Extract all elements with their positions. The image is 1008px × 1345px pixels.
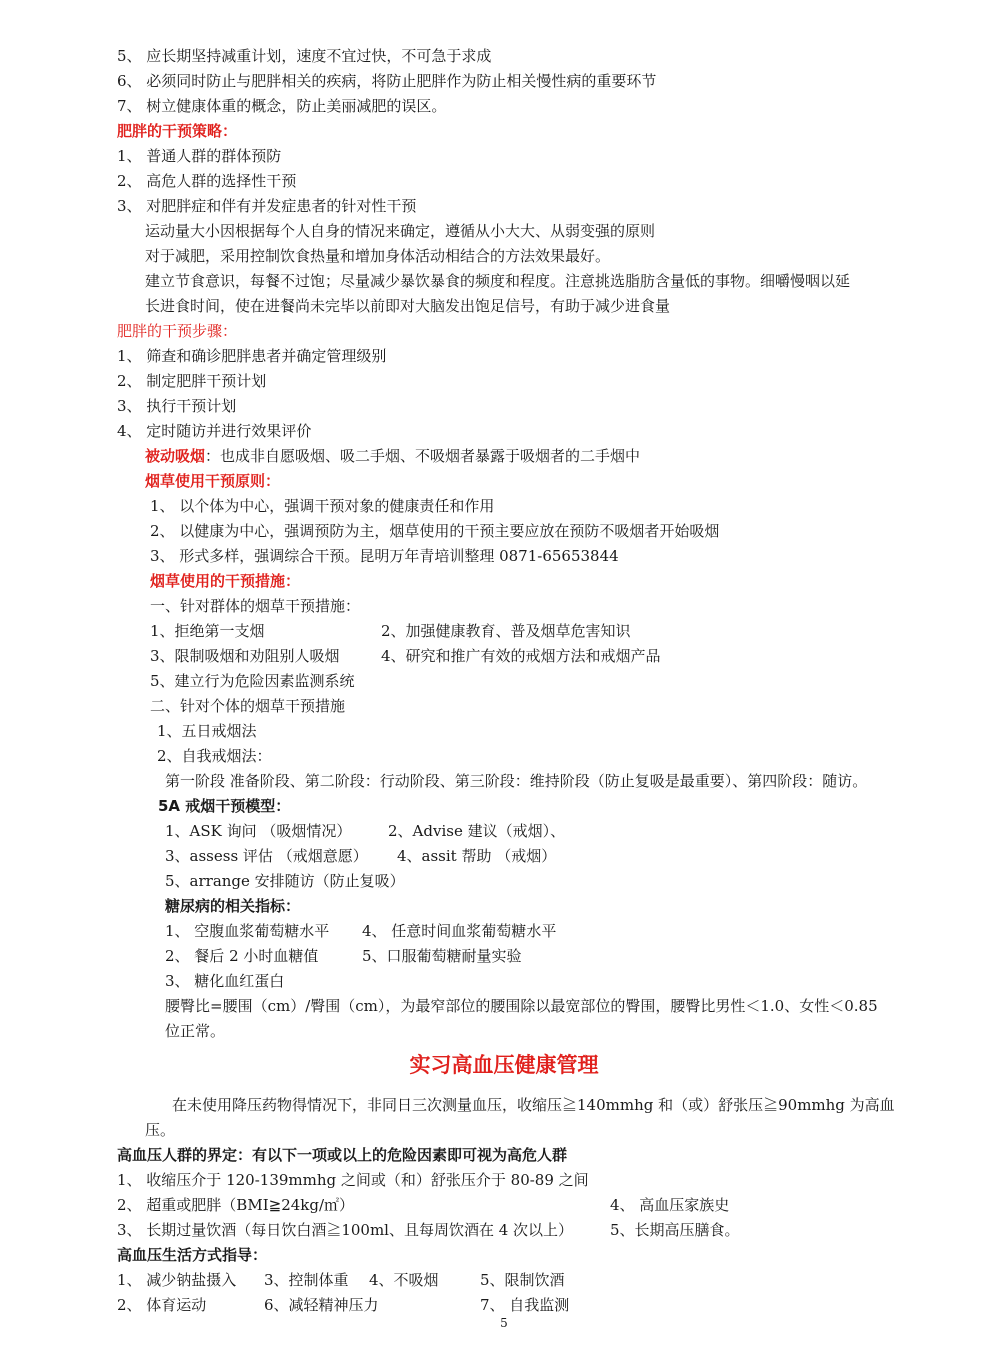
- lifestyle-item-6: 6、减轻精神压力: [264, 1296, 379, 1314]
- principle-6: 6、 必须同时防止与肥胖相关的疾病，将防止肥胖作为防止相关慢性病的重要环节: [117, 72, 657, 90]
- diabetes-index-5: 5、口服葡萄糖耐量实验: [362, 947, 522, 965]
- group-measure-5: 5、建立行为危险因素监测系统: [150, 672, 355, 690]
- diabetes-heading: 糖尿病的相关指标：: [165, 897, 301, 915]
- tobacco-principle-2: 2、 以健康为中心，强调预防为主，烟草使用的干预主要应放在预防不吸烟者开始吸烟: [150, 522, 720, 540]
- step-item-4: 4、 定时随访并进行效果评价: [117, 422, 312, 440]
- waist-hip-ratio-line-2: 位正常。: [165, 1022, 226, 1040]
- passive-smoking-line: [145, 446, 640, 466]
- hypertension-definition-line-1: 在未使用降压药物得情况下，非同日三次测量血压，收缩压≧140mmhg 和（或）舒张压≧90mmhg 为高血: [172, 1096, 895, 1114]
- page-number: 5: [500, 1316, 508, 1330]
- model-5a-ask: 1、ASK 询问 （吸烟情况）: [165, 822, 352, 840]
- passive-smoking-text: ：也成非自愿吸烟、吸二手烟、不吸烟者暴露于吸烟者的二手烟中: [205, 447, 641, 465]
- model-5a-assess: 3、assess 评估 （戒烟意愿）: [165, 847, 368, 865]
- individual-measure-1: 1、五日戒烟法: [157, 722, 257, 740]
- lifestyle-item-7: 7、 自我监测: [480, 1296, 570, 1314]
- diabetes-index-3: 3、 糖化血红蛋白: [165, 972, 285, 990]
- step-item-2: 2、 制定肥胖干预计划: [117, 372, 267, 390]
- model-5a-advise: 2、Advise 建议（戒烟）、: [388, 822, 566, 840]
- lifestyle-item-4: 4、不吸烟: [369, 1271, 439, 1289]
- group-measure-4: 4、研究和推广有效的戒烟方法和戒烟产品: [381, 647, 661, 665]
- lifestyle-heading: 高血压生活方式指导：: [117, 1246, 268, 1264]
- principle-5: 5、 应长期坚持减重计划，速度不宜过快，不可急于求成: [117, 47, 492, 65]
- diabetes-index-1: 1、 空腹血浆葡萄糖水平: [165, 922, 330, 940]
- strategy-item-3: 3、 对肥胖症和伴有并发症患者的针对性干预: [117, 197, 417, 215]
- risk-factor-1: 1、 收缩压介于 120-139mmhg 之间或（和）舒张压介于 80-89 之间: [117, 1171, 589, 1189]
- hypertension-title: 实习高血压健康管理: [409, 1053, 599, 1077]
- group-measure-3: 3、限制吸烟和劝阻别人吸烟: [150, 647, 340, 665]
- waist-hip-ratio-line-1: 腰臀比=腰围（cm）/臀围（cm），为最窄部位的腰围除以最宽部位的臀围，腰臀比男性＜1.0、女性＜0.85: [165, 997, 878, 1015]
- tobacco-measures-heading: 烟草使用的干预措施：: [150, 572, 301, 590]
- obesity-steps-heading: 肥胖的干预步骤：: [117, 322, 238, 340]
- tobacco-principle-1: 1、 以个体为中心，强调干预对象的健康责任和作用: [150, 497, 495, 515]
- individual-measures-heading: 二、针对个体的烟草干预措施: [150, 697, 346, 715]
- tobacco-principle-3: 3、 形式多样，强调综合干预。昆明万年青培训整理 0871-65653844: [150, 547, 619, 565]
- risk-group-heading: 高血压人群的界定：有以下一项或以上的危险因素即可视为高危人群: [117, 1146, 568, 1164]
- model-5a-arrange: 5、arrange 安排随访（防止复吸）: [165, 872, 405, 890]
- quit-stages: 第一阶段 准备阶段、第二阶段：行动阶段、第三阶段：维持阶段（防止复吸是最重要）、第四阶段：随访。: [165, 772, 868, 790]
- step-item-3: 3、 执行干预计划: [117, 397, 237, 415]
- group-measure-2: 2、加强健康教育、普及烟草危害知识: [381, 622, 631, 640]
- obesity-strategy-heading: 肥胖的干预策略：: [117, 122, 238, 140]
- group-measure-1: 1、拒绝第一支烟: [150, 622, 265, 640]
- principle-7: 7、 树立健康体重的概念，防止美丽减肥的误区。: [117, 97, 447, 115]
- risk-factor-2: 2、 超重或肥胖（BMI≧24kg/㎡）: [117, 1196, 355, 1214]
- lifestyle-item-2: 2、 体育运动: [117, 1296, 207, 1314]
- hypertension-definition-line-2: 压。: [145, 1121, 176, 1139]
- group-measures-heading: 一、针对群体的烟草干预措施：: [150, 597, 361, 615]
- diabetes-index-4: 4、 任意时间血浆葡萄糖水平: [362, 922, 557, 940]
- strategy-note-3: 建立节食意识，每餐不过饱；尽量减少暴饮暴食的频度和程度。注意挑选脂肪含量低的事物。细嚼慢咽以延: [145, 272, 851, 290]
- strategy-note-1: 运动量大小因根据每个人自身的情况来确定，遵循从小大大、从弱变强的原则: [145, 222, 656, 240]
- risk-factor-4: 4、 高血压家族史: [610, 1196, 730, 1214]
- strategy-item-2: 2、 高危人群的选择性干预: [117, 172, 297, 190]
- risk-factor-5: 5、长期高压膳食。: [610, 1221, 740, 1239]
- step-item-1: 1、 筛查和确诊肥胖患者并确定管理级别: [117, 347, 387, 365]
- passive-smoking-label: 被动吸烟: [145, 447, 206, 465]
- tobacco-principles-heading: 烟草使用干预原则：: [145, 472, 281, 490]
- strategy-item-1: 1、 普通人群的群体预防: [117, 147, 282, 165]
- diabetes-index-2: 2、 餐后 2 小时血糖值: [165, 947, 319, 965]
- strategy-note-2: 对于减肥，采用控制饮食热量和增加身体活动相结合的方法效果最好。: [145, 247, 611, 265]
- strategy-note-4: 长进食时间，使在进餐尚未完毕以前即对大脑发出饱足信号，有助于减少进食量: [145, 297, 671, 315]
- lifestyle-item-3: 3、控制体重: [264, 1271, 349, 1289]
- model-5a-heading: 5A 戒烟干预模型：: [158, 797, 291, 815]
- risk-factor-3: 3、 长期过量饮酒（每日饮白酒≧100ml、且每周饮酒在 4 次以上）: [117, 1221, 574, 1239]
- lifestyle-item-1: 1、 减少钠盐摄入: [117, 1271, 237, 1289]
- lifestyle-item-5: 5、限制饮酒: [480, 1271, 565, 1289]
- model-5a-assist: 4、assit 帮助 （戒烟）: [397, 847, 557, 865]
- individual-measure-2: 2、自我戒烟法：: [157, 747, 272, 765]
